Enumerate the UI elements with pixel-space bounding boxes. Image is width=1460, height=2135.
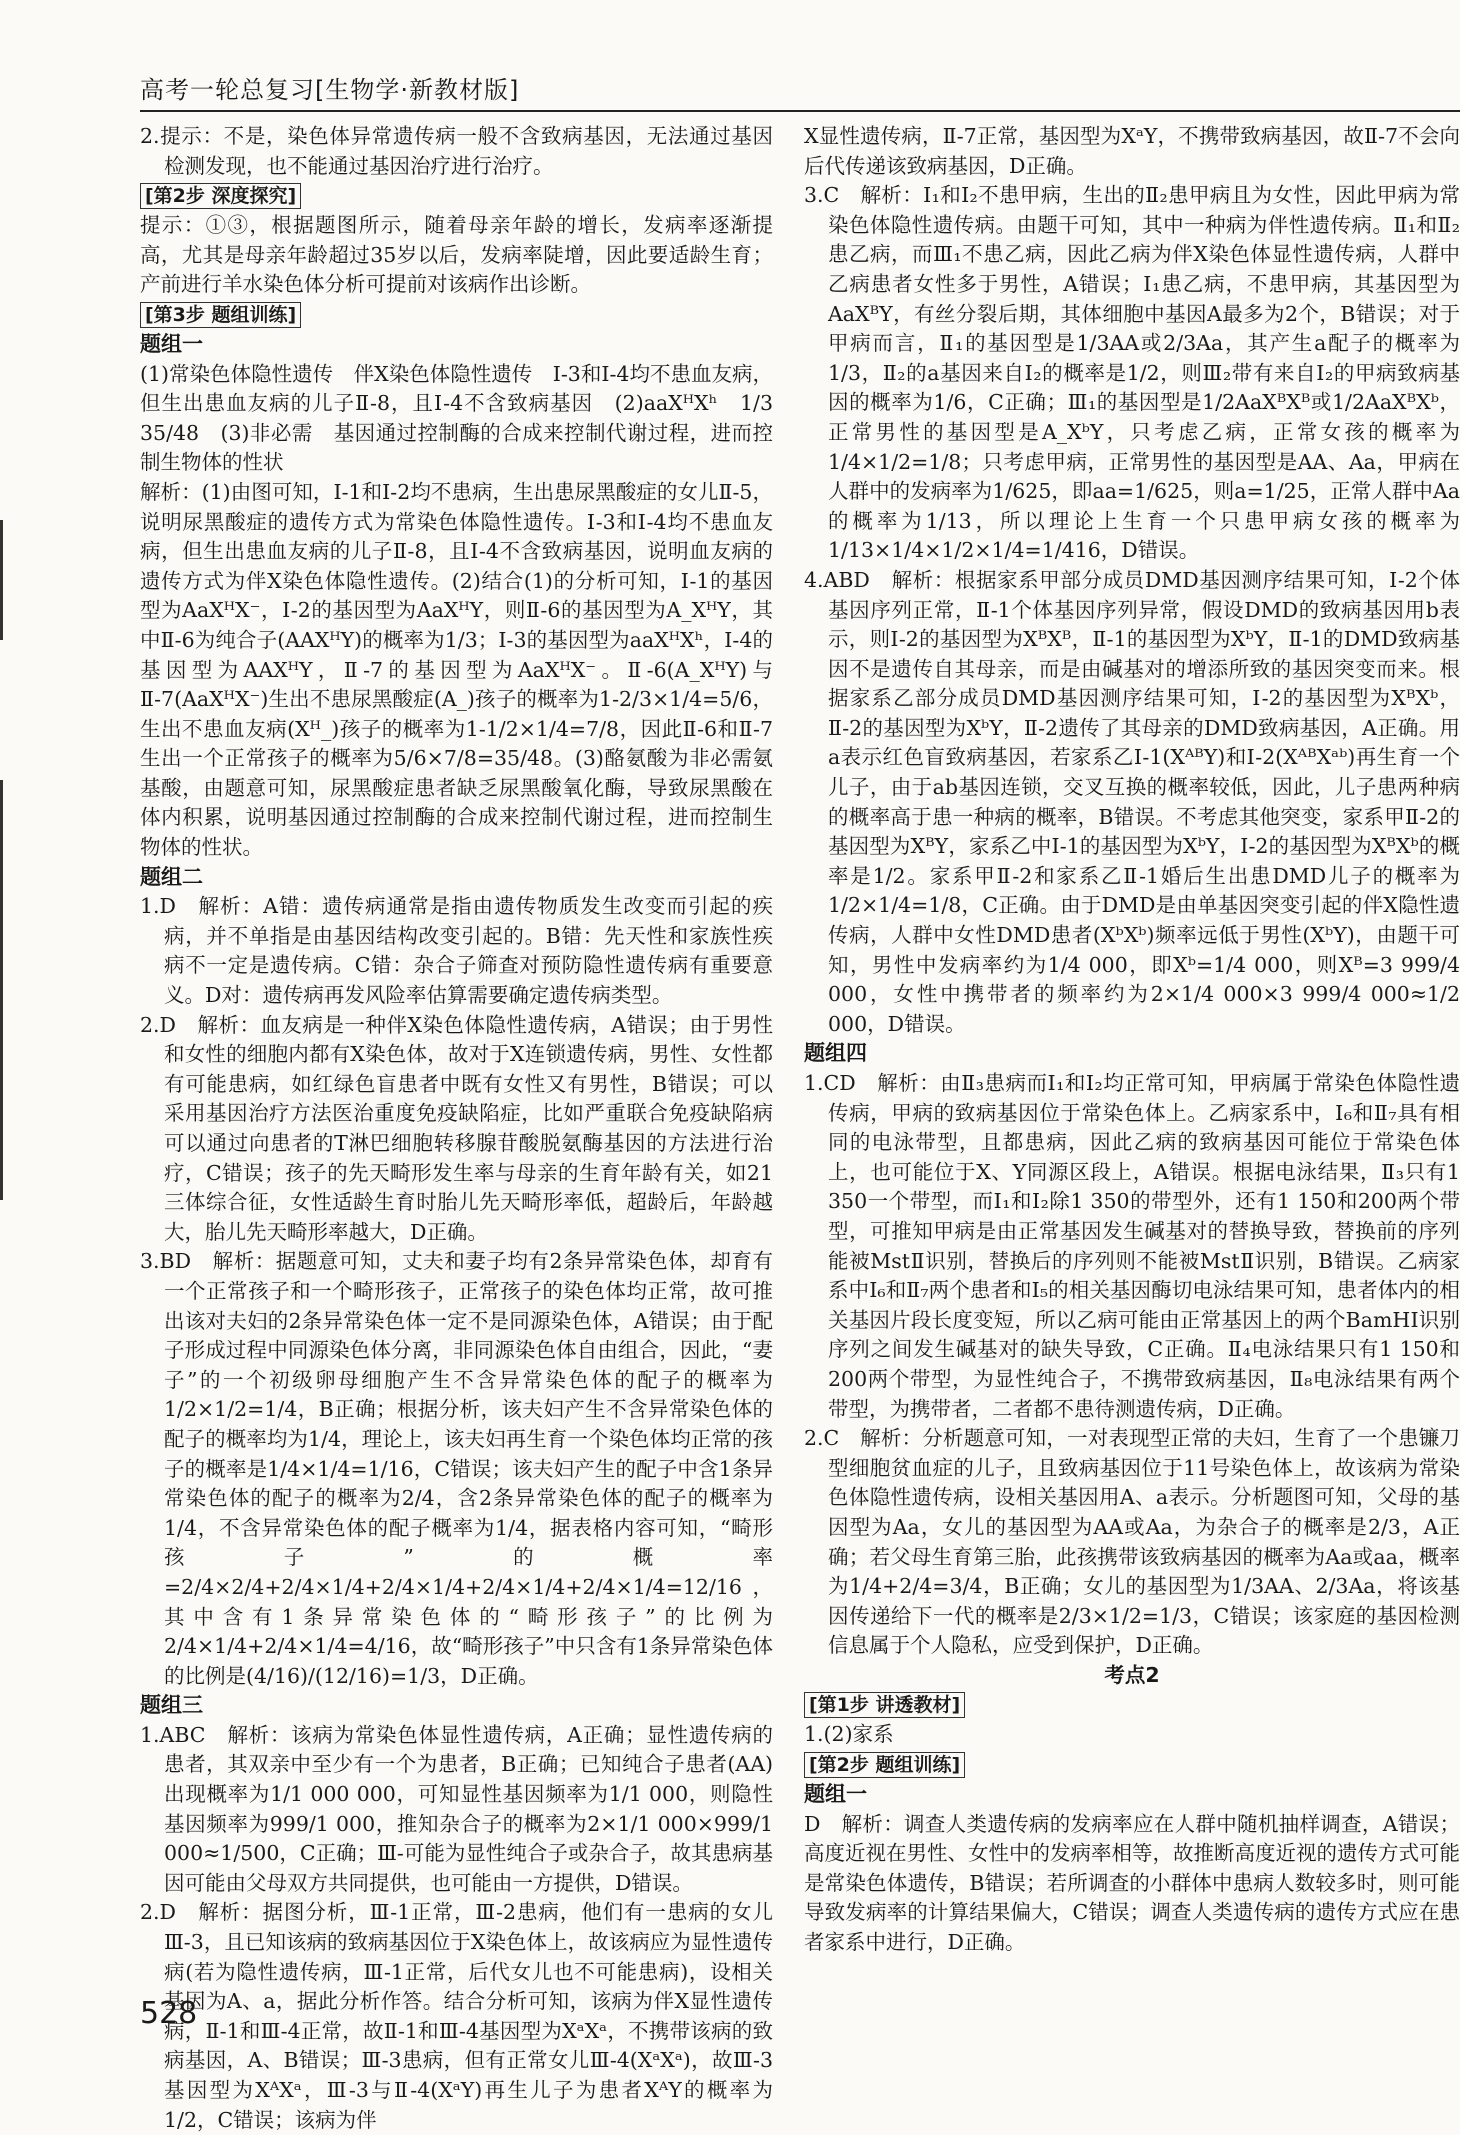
paragraph: 1.CD 解析：由Ⅱ₃患病而Ⅰ₁和Ⅰ₂均正常可知，甲病属于常染色体隐性遗传病，甲病的致病基因位于常染色体上。乙病家系中，Ⅰ₆和Ⅱ₇具有相同的电泳带型，且都患病，因此乙病的致病基因可能位于常染色体上，也可能位于X、Y同源区段上，A错误。根据电泳结果，Ⅱ₃只有1 350一个带型，而Ⅰ₁和Ⅰ₂除1 350的带型外，还有1 150和200两个带型，可推知甲病是由正常基因发生碱基对的替换导致，替换前的序列能被MstⅡ识别，替换后的序列则不能被MstⅡ识别，B错误。乙病家系中Ⅰ₆和Ⅱ₇两个患者和Ⅰ₅的相关基因酶切电泳结果可知，患者体内的相关基因片段长度变短，所以乙病可能由正常基因上的两个BamHⅠ识别序列之间发生碱基对的缺失导致，C正确。Ⅱ₄电泳结果只有1 150和200两个带型，为显性纯合子，不携带致病基因，Ⅱ₈电泳结果有两个带型，为携带者，二者都不患待测遗传病，D正确。 <box>804 1071 1460 1421</box>
paragraph: 2.C 解析：分析题意可知，一对表现型正常的夫妇，生育了一个患镰刀型细胞贫血症的儿子，且致病基因位于11号染色体上，故该病为常染色体隐性遗传病，设相关基因用A、a表示。分析题图可知，父母的基因型为Aa，女儿的基因型为AA或Aa，为杂合子的概率是2/3，A正确；若父母生育第三胎，此孩携带该致病基因的概率为Aa或aa，概率为1/4+2/4=3/4，B正确；女儿的基因型为1/3AA、2/3Aa，将该基因传递给下一代的概率是2/3×1/2=1/3，C错误；该家庭的基因检测信息属于个人隐私，应受到保护，D正确。 <box>804 1426 1460 1658</box>
paragraph: 3.C 解析：Ⅰ₁和Ⅰ₂不患甲病，生出的Ⅱ₂患甲病且为女性，因此甲病为常染色体隐性遗传病。由题干可知，其中一种病为伴性遗传病。Ⅱ₁和Ⅱ₂患乙病，而Ⅲ₁不患乙病，因此乙病为伴X染色体显性遗传病，人群中乙病患者女性多于男性，A错误；Ⅰ₁患乙病，不患甲病，其基因型为AaXᴮY，有丝分裂后期，其体细胞中基因A最多为2个，B错误；对于甲病而言，Ⅱ₁的基因型是1/3AA或2/3Aa，其产生a配子的概率为1/3，Ⅱ₂的a基因来自Ⅰ₂的概率是1/2，则Ⅲ₂带有来自Ⅰ₂的甲病致病基因的概率为1/6，C正确；Ⅲ₁的基因型是1/2AaXᴮXᴮ或1/2AaXᴮXᵇ，正常男性的基因型是A_XᵇY，只考虑乙病，正常女孩的概率为1/4×1/2=1/8；只考虑甲病，正常男性的基因型是AA、Aa，甲病在人群中的发病率为1/625，即aa=1/625，则a=1/25，正常人群中Aa的概率为1/13，所以理论上生育一个只患甲病女孩的概率为1/13×1/4×1/2×1/4=1/416，D错误。 <box>804 183 1460 563</box>
paragraph: 1.D 解析：A错：遗传病通常是指由遗传物质发生改变而引起的疾病，并不单指是由基因结构改变引起的。B错：先天性和家族性疾病不一定是遗传病。C错：杂合子筛查对预防隐性遗传病有重要意义。D对：遗传病再发风险率估算需要确定遗传病类型。 <box>140 894 773 1008</box>
section-title: 考点2 <box>1104 1662 1160 1687</box>
paragraph: X显性遗传病，Ⅱ-7正常，基因型为XᵃY，不携带致病基因，故Ⅱ-7不会向后代传递该致病基因，D正确。 <box>804 124 1460 178</box>
right-column <box>804 122 1460 2072</box>
step-label-text: [第3步 题组训练] <box>140 302 301 328</box>
margin-mark <box>0 520 3 640</box>
page-number: 528 <box>140 1996 198 2031</box>
step-label-text: [第1步 讲透教材] <box>804 1692 965 1718</box>
paragraph: 解析：(1)由图可知，Ⅰ-1和Ⅰ-2均不患病，生出患尿黑酸症的女儿Ⅱ-5，说明尿黑酸症的遗传方式为常染色体隐性遗传。Ⅰ-3和Ⅰ-4均不患血友病，但生出患血友病的儿子Ⅱ-8，且Ⅰ-4不含致病基因，说明血友病的遗传方式为伴X染色体隐性遗传。(2)结合(1)的分析可知，Ⅰ-1的基因型为AaXᴴX⁻，Ⅰ-2的基因型为AaXᴴY，则Ⅱ-6的基因型为A_XᴴY，其中Ⅱ-6为纯合子(AAXᴴY)的概率为1/3；Ⅰ-3的基因型为aaXᴴXʰ，Ⅰ-4的基因型为AAXᴴY，Ⅱ-7的基因型为AaXᴴX⁻。Ⅱ-6(A_XᴴY)与Ⅱ-7(AaXᴴX⁻)生出不患尿黑酸症(A_)孩子的概率为1-2/3×1/4=5/6，生出不患血友病(Xᴴ_)孩子的概率为1-1/2×1/4=7/8，因此Ⅱ-6和Ⅱ-7生出一个正常孩子的概率为5/6×7/8=35/48。(3)酪氨酸为非必需氨基酸，由题意可知，尿黑酸症患者缺乏尿黑酸氧化酶，导致尿黑酸在体内积累，说明基因通过控制酶的合成来控制代谢过程，进而控制生物体的性状。 <box>140 479 773 860</box>
paragraph: 2.D 解析：血友病是一种伴X染色体隐性遗传病，A错误；由于男性和女性的细胞内都有X染色体，故对于X连锁遗传病，男性、女性都有可能患病，如红绿色盲患者中既有女性又有男性，B错误；可以采用基因治疗方法医治重度免疫缺陷症，比如严重联合免疫缺陷病可以通过向患者的T淋巴细胞转移腺苷酸脱氨酶基因的方法进行治疗，C错误；孩子的先天畸形发生率与母亲的生育年龄有关，如21三体综合征，女性适龄生育时胎儿先天畸形率低，超龄后，年龄越大，胎儿先天畸形率越大，D正确。 <box>140 1012 773 1244</box>
step-label <box>140 181 773 211</box>
section-heading: 题组一 <box>140 331 203 356</box>
paragraph: 提示：①③，根据题图所示，随着母亲年龄的增长，发病率逐渐提高，尤其是母亲年龄超过35岁以后，发病率陡增，因此要适龄生育；产前进行羊水染色体分析可提前对该病作出诊断。 <box>140 213 773 297</box>
paragraph: 3.BD 解析：据题意可知，丈夫和妻子均有2条异常染色体，却育有一个正常孩子和一个畸形孩子，正常孩子的染色体均正常，故可推出该对夫妇的2条异常染色体一定不是同源染色体，A错误；由于配子形成过程中同源染色体分离，非同源染色体自由组合，因此，“妻子”的一个初级卵母细胞产生不含异常染色体的配子的概率为1/2×1/2=1/4，B正确；根据分析，该夫妇产生不含异常染色体的配子的概率均为1/4，理论上，该夫妇再生育一个染色体均正常的孩子的概率是1/4×1/4=1/16，C错误；该夫妇产生的配子中含1条异常染色体的配子的概率为2/4，含2条异常染色体的配子的概率为1/4，不含异常染色体的配子概率为1/4，据表格内容可知，“畸形孩子”的概率=2/4×2/4+2/4×1/4+2/4×1/4+2/4×1/4+2/4×1/4=12/16，其中含有1条异常染色体的“畸形孩子”的比例为2/4×1/4+2/4×1/4=4/16，故“畸形孩子”中只含有1条异常染色体的比例是(4/16)/(12/16)=1/3，D正确。 <box>140 1249 773 1688</box>
paragraph: 4.ABD 解析：根据家系甲部分成员DMD基因测序结果可知，Ⅰ-2个体基因序列正常，Ⅱ-1个体基因序列异常，假设DMD的致病基因用b表示，则Ⅰ-2的基因型为XᴮXᴮ，Ⅱ-1的基因型为XᵇY，Ⅱ-1的DMD致病基因不是遗传自其母亲，而是由碱基对的增添所致的基因突变而来。根据家系乙部分成员DMD基因测序结果可知，Ⅰ-2的基因型为XᴮXᵇ，Ⅱ-2的基因型为XᵇY，Ⅱ-2遗传了其母亲的DMD致病基因，A正确。用a表示红色盲致病基因，若家系乙Ⅰ-1(XᴬᴮY)和Ⅰ-2(XᴬᴮXᵃᵇ)再生育一个儿子，由于ab基因连锁，交叉互换的概率较低，因此，儿子患两种病的概率高于患一种病的概率，B错误。不考虑其他突变，家系甲Ⅱ-2的基因型为XᴮY，家系乙中Ⅰ-1的基因型为XᵇY，Ⅰ-2的基因型为XᴮXᵇ的概率是1/2。家系甲Ⅱ-2和家系乙Ⅱ-1婚后生出患DMD儿子的概率为1/2×1/4=1/8，C正确。由于DMD是由单基因突变引起的伴X隐性遗传病，人群中女性DMD患者(XᵇXᵇ)频率远低于男性(XᵇY)，由题干可知，男性中发病率约为1/4 000，即Xᵇ=1/4 000，则Xᴮ=3 999/4 000，女性中携带者的频率约为2×1/4 000×3 999/4 000≈1/2 000，D错误。 <box>804 567 1460 1036</box>
paragraph: 1.ABC 解析：该病为常染色体显性遗传病，A正确；显性遗传病的患者，其双亲中至少有一个为患者，B正确；已知纯合子患者(AA)出现概率为1/1 000 000，可知显性基因频率为1/1 000，则隐性基因频率为999/1 000，推知杂合子的概率为2×1/1 000×999/1 000≈1/500，C正确；Ⅲ-可能为显性纯合子或杂合子，故其患病基因可能由父母双方共同提供，也可能由一方提供，D错误。 <box>140 1722 773 1895</box>
step-label <box>804 1690 1460 1720</box>
paragraph: (1)常染色体隐性遗传 伴X染色体隐性遗传 Ⅰ-3和Ⅰ-4均不患血友病，但生出患血友病的儿子Ⅱ-8，且Ⅰ-4不含致病基因 (2)aaXᴴXʰ 1/3 35/48 (3)非必需 基因通过控制酶的合成来控制代谢过程，进而控制生物体的性状 <box>140 361 794 475</box>
section-heading: 题组二 <box>140 864 203 889</box>
section-heading: 题组一 <box>804 1782 867 1807</box>
left-column <box>140 122 794 2132</box>
running-title: 高考一轮总复习[生物学·新教材版] <box>140 76 520 104</box>
section-heading: 题组三 <box>140 1693 203 1718</box>
step-label-text: [第2步 题组训练] <box>804 1752 965 1778</box>
paragraph: 2.提示：不是，染色体异常遗传病一般不含致病基因，无法通过基因检测发现，也不能通过基因治疗进行治疗。 <box>140 124 773 178</box>
paragraph: 2.D 解析：据图分析，Ⅲ-1正常，Ⅲ-2患病，他们有一患病的女儿Ⅲ-3，且已知该病的致病基因位于X染色体上，故该病应为显性遗传病(若为隐性遗传病，Ⅲ-1正常，后代女儿也不可能患病)，设相关基因为A、a，据此分析作答。结合分析可知，该病为伴X显性遗传病，Ⅱ-1和Ⅲ-4正常，故Ⅱ-1和Ⅲ-4基因型为XᵃXᵃ，不携带该病的致病基因，A、B错误；Ⅲ-3患病，但有正常女儿Ⅲ-4(XᵃXᵃ)，故Ⅲ-3基因型为XᴬXᵃ，Ⅲ-3与Ⅱ-4(XᵃY)再生儿子为患者XᴬY的概率为1/2，C错误；该病为伴 <box>140 1900 773 2132</box>
step-label-text: [第2步 深度探究] <box>140 183 301 209</box>
step-label <box>140 300 773 330</box>
paragraph: 1.(2)家系 <box>804 1722 894 1747</box>
paragraph: D 解析：调查人类遗传病的发病率应在人群中随机抽样调查，A错误；高度近视在男性、女性中的发病率相等，故推断高度近视的遗传方式可能是常染色体遗传，B错误；若所调查的小群体中患病人数较多时，则可能导致发病率的计算结果偏大，C错误；调查人类遗传病的遗传方式应在患者家系中进行，D正确。 <box>804 1811 1460 1955</box>
margin-mark <box>0 780 3 1200</box>
section-heading: 题组四 <box>804 1041 867 1066</box>
step-label <box>804 1750 1460 1780</box>
header-rule <box>140 110 1460 112</box>
